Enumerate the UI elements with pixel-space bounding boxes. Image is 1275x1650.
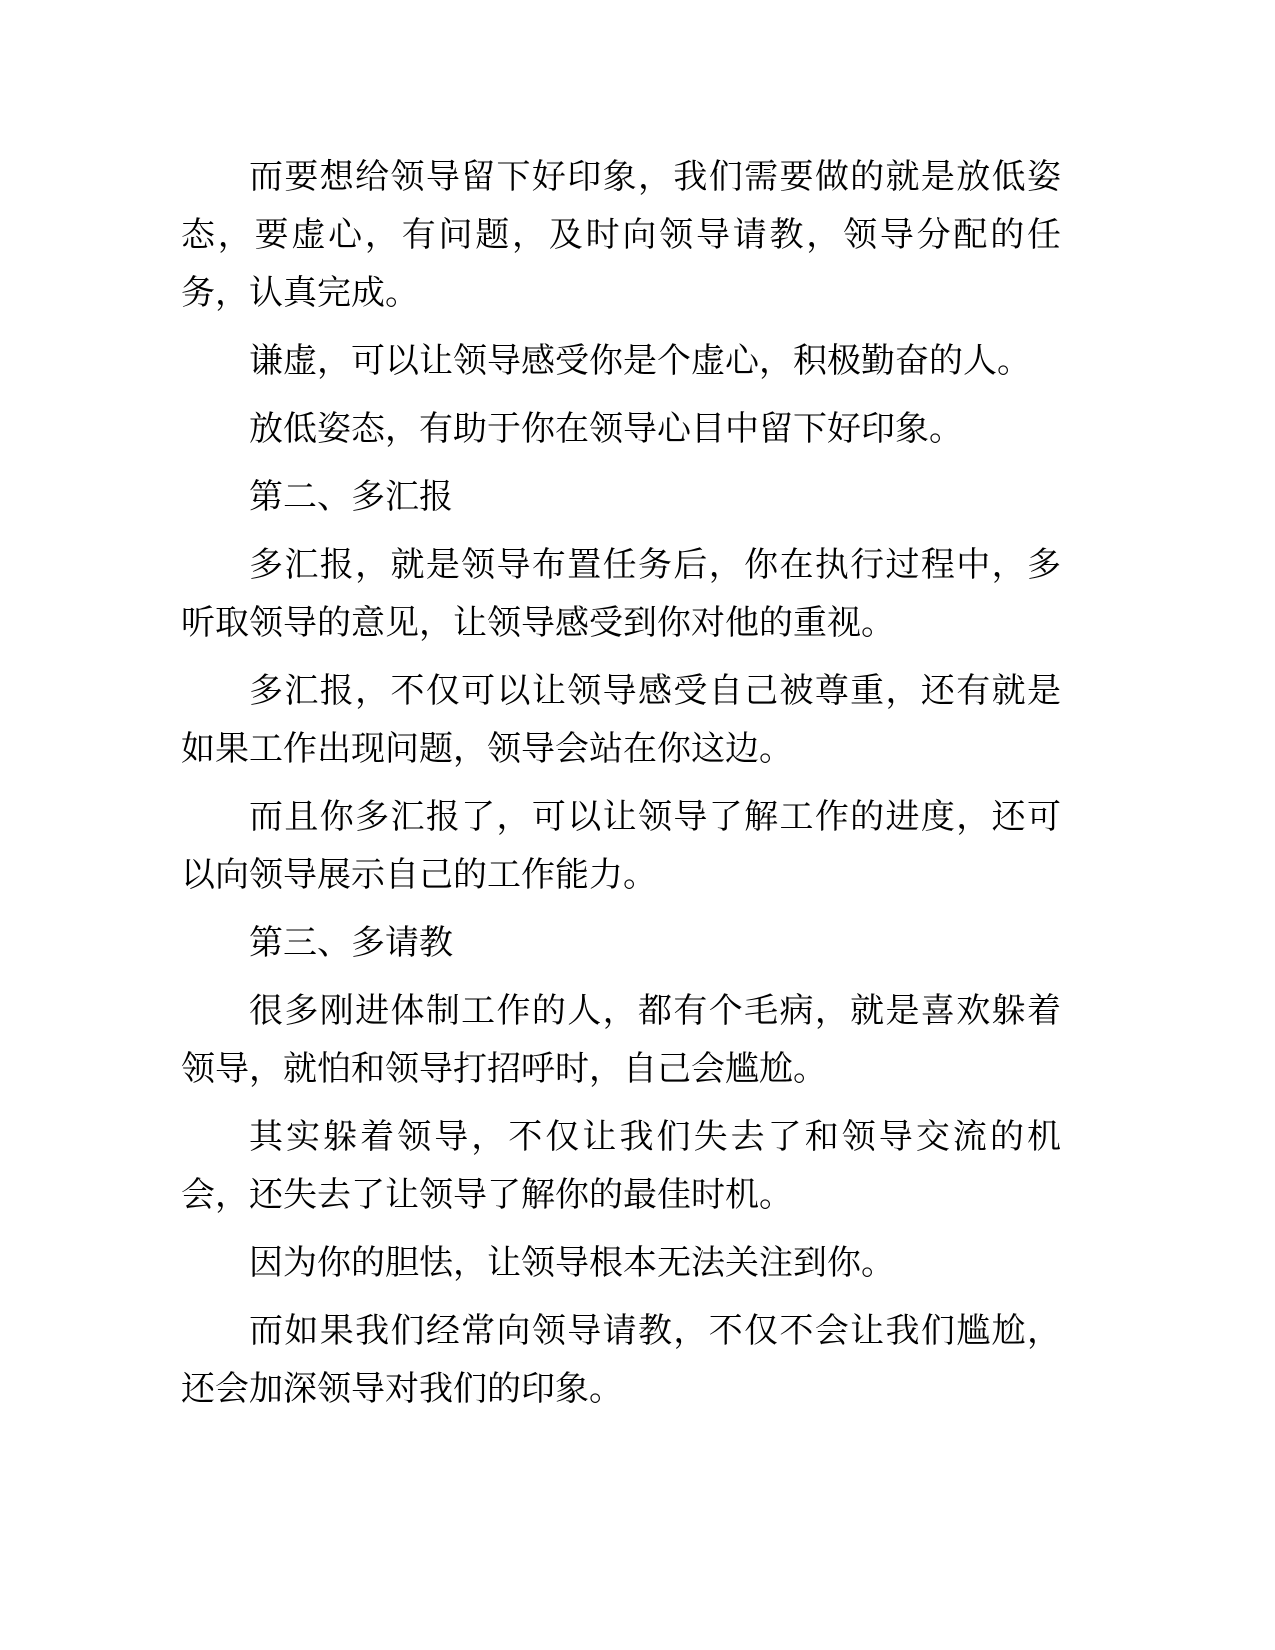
document-body [181, 148, 1061, 1428]
paragraph: 放低姿态，有助于你在领导心目中留下好印象。 [249, 409, 963, 449]
paragraph: 而且你多汇报了，可以让领导了解工作的进度，还可以向领导展示自己的工作能力。 [181, 797, 1061, 895]
paragraph: 而要想给领导留下好印象，我们需要做的就是放低姿态，要虚心，有问题，及时向领导请教，领导分配的任务，认真完成。 [181, 157, 1061, 313]
paragraph: 谦虚，可以让领导感受你是个虚心，积极勤奋的人。 [249, 341, 1031, 381]
section-heading: 第三、多请教 [249, 923, 453, 963]
paragraph: 多汇报，不仅可以让领导感受自己被尊重，还有就是如果工作出现问题，领导会站在你这边。 [181, 671, 1061, 769]
paragraph: 多汇报，就是领导布置任务后，你在执行过程中，多听取领导的意见，让领导感受到你对他的重视。 [181, 545, 1061, 643]
paragraph: 很多刚进体制工作的人，都有个毛病，就是喜欢躲着领导，就怕和领导打招呼时，自己会尴尬。 [181, 991, 1061, 1089]
paragraph: 因为你的胆怯，让领导根本无法关注到你。 [249, 1243, 895, 1283]
section-heading: 第二、多汇报 [249, 477, 453, 517]
paragraph: 而如果我们经常向领导请教，不仅不会让我们尴尬，还会加深领导对我们的印象。 [181, 1311, 1061, 1409]
paragraph: 其实躲着领导，不仅让我们失去了和领导交流的机会，还失去了让领导了解你的最佳时机。 [181, 1117, 1061, 1215]
